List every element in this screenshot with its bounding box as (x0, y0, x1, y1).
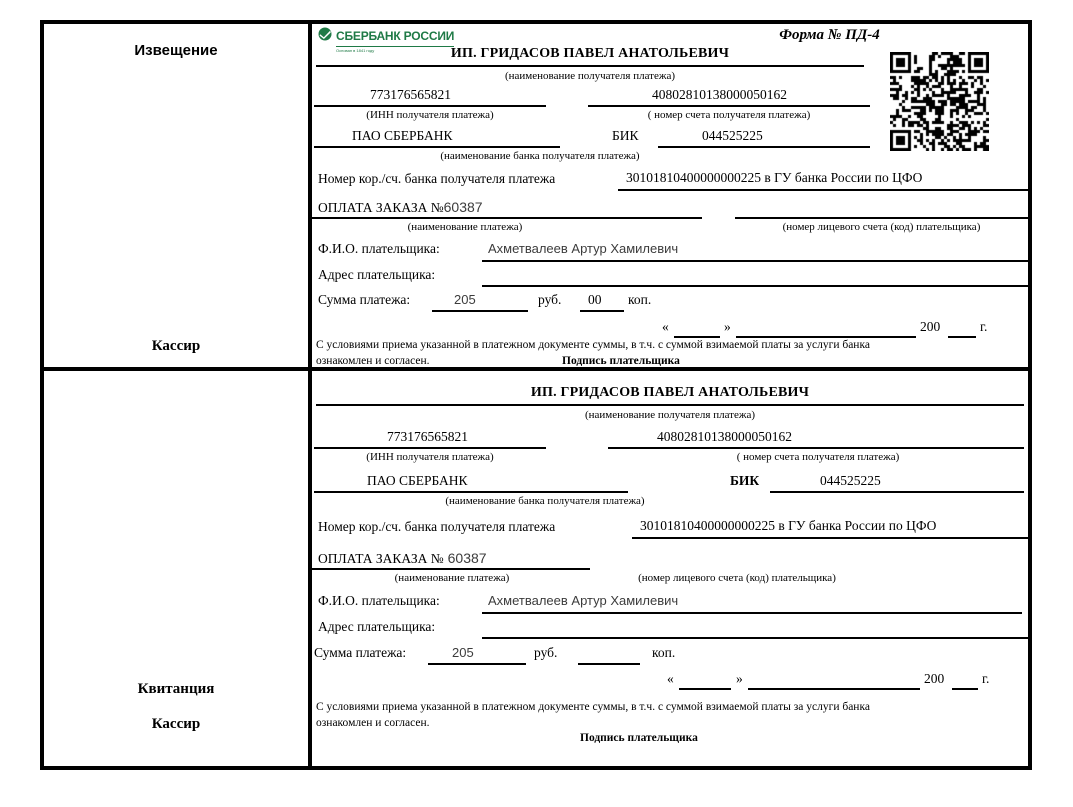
notice-form-body (312, 24, 1028, 371)
account-hint: ( номер счета получателя платежа) (736, 451, 900, 463)
form-number: Форма № ПД-4 (779, 27, 880, 43)
date-month-line (736, 336, 916, 338)
date-day-line (679, 688, 731, 690)
date-year-suffix: г. (982, 671, 990, 686)
date-year-line (948, 336, 976, 338)
inn-hint: (ИНН получателя платежа) (366, 109, 494, 121)
bank-name-value: ПАО СБЕРБАНК (367, 473, 468, 488)
inn-hint: (ИНН получателя платежа) (366, 451, 494, 463)
sum-kop-value: 00 (588, 292, 602, 307)
payment-hint: (наименование платежа) (394, 572, 510, 584)
account-line (608, 447, 1024, 449)
corr-account-value: 30101810400000000225 в ГУ банка России по ЦФО (640, 518, 937, 533)
personal-account-line (735, 217, 1028, 219)
inn-value: 773176565821 (387, 429, 468, 444)
date-day-line (674, 336, 720, 338)
corr-account-label: Номер кор./сч. банка получателя платежа (318, 171, 556, 186)
payer-signature-label: Подпись плательщика (580, 732, 698, 744)
inn-line (314, 105, 546, 107)
account-hint: ( номер счета получателя платежа) (647, 109, 811, 121)
date-month-line (748, 688, 920, 690)
date-year-prefix: 200 (924, 671, 945, 686)
payment-purpose (318, 550, 487, 568)
payment-purpose (318, 199, 483, 217)
corr-account-label: Номер кор./сч. банка получателя платежа (318, 519, 556, 534)
order-number: 60387 (447, 550, 487, 566)
payer-address-line (482, 637, 1028, 639)
date-quote-close: » (724, 319, 731, 334)
order-number: 60387 (443, 199, 483, 215)
date-year-suffix: г. (980, 319, 988, 334)
recipient-hint: (наименование получателя платежа) (584, 409, 756, 421)
payer-address-line (482, 285, 1028, 287)
recipient-name-line (316, 404, 1024, 406)
qr-code (890, 52, 989, 151)
agreement-line1: С условиями приема указанной в платежном документе суммы, в т.ч. с суммой взимаемой платы за услуги банка (316, 339, 870, 351)
sberbank-logo-icon (318, 27, 332, 41)
corr-account-line (632, 537, 1028, 539)
sum-rub-line (432, 310, 528, 312)
receipt-cashier-label: Кассир (151, 716, 201, 732)
inn-line (314, 447, 546, 449)
bik-line (770, 491, 1024, 493)
payer-address-label: Адрес плательщика: (318, 267, 436, 282)
payer-signature-label: Подпись плательщика (562, 355, 680, 367)
payment-hint: (наименование платежа) (407, 221, 523, 233)
inn-value: 773176565821 (370, 87, 451, 102)
bank-name-line (314, 491, 628, 493)
kop-label: коп. (628, 292, 652, 307)
bik-line (658, 146, 870, 148)
sum-rub-value: 205 (452, 645, 474, 660)
sum-kop-line (578, 663, 640, 665)
agreement-line1: С условиями приема указанной в платежном документе суммы, в т.ч. с суммой взимаемой платы за услуги банка (316, 701, 870, 713)
bik-label: БИК (612, 128, 639, 143)
purpose-line (312, 217, 702, 219)
personal-account-hint: (номер лицевого счета (код) плательщика) (638, 572, 836, 584)
bank-name-value: ПАО СБЕРБАНК (352, 128, 453, 143)
corr-account-line (618, 189, 1028, 191)
date-year-prefix: 200 (920, 319, 941, 334)
bank-name-line (314, 146, 560, 148)
rub-label: руб. (534, 645, 558, 660)
bik-value: 044525225 (702, 128, 763, 143)
payer-name-line (482, 260, 1028, 262)
notice-title: Извещение (134, 42, 218, 59)
bik-label: БИК (730, 473, 760, 488)
purpose-label: ОПЛАТА ЗАКАЗА № (318, 551, 444, 566)
payer-name-label: Ф.И.О. плательщика: (318, 241, 440, 256)
receipt-title: Квитанция (137, 681, 215, 697)
payer-name-label: Ф.И.О. плательщика: (318, 593, 440, 608)
sum-label: Сумма платежа: (314, 645, 407, 660)
date-quote-open: « (662, 319, 669, 334)
receipt-stub-column (44, 371, 312, 766)
bik-value: 044525225 (820, 473, 881, 488)
corr-account-value: 30101810400000000225 в ГУ банка России по ЦФО (626, 170, 923, 185)
notice-cashier-label: Кассир (151, 338, 201, 354)
payer-name-value: Ахметвалеев Артур Хамилевич (488, 241, 679, 256)
kop-label: коп. (652, 645, 676, 660)
agreement-line2: ознакомлен и согласен. (316, 717, 430, 729)
payer-name-line (482, 612, 1022, 614)
recipient-name: ИП. ГРИДАСОВ ПАВЕЛ АНАТОЛЬЕВИЧ (450, 46, 730, 61)
date-year-line (952, 688, 978, 690)
date-quote-close: » (736, 671, 743, 686)
sum-label: Сумма платежа: (318, 292, 411, 307)
sberbank-logo-subtext: Основан в 1841 году (336, 48, 375, 53)
account-value: 40802810138000050162 (652, 87, 787, 102)
sberbank-logo-text: СБЕРБАНК РОССИИ (336, 29, 455, 43)
purpose-label: ОПЛАТА ЗАКАЗА № (318, 200, 444, 215)
payer-name-value: Ахметвалеев Артур Хамилевич (488, 593, 679, 608)
personal-account-hint: (номер лицевого счета (код) плательщика) (782, 221, 981, 233)
date-quote-open: « (667, 671, 674, 686)
notice-stub-column (44, 24, 312, 371)
rub-label: руб. (538, 292, 562, 307)
payer-address-label: Адрес плательщика: (318, 619, 436, 634)
account-line (588, 105, 870, 107)
recipient-name-line (316, 65, 864, 67)
sum-rub-value: 205 (454, 292, 476, 307)
sum-kop-line (580, 310, 624, 312)
recipient-name: ИП. ГРИДАСОВ ПАВЕЛ АНАТОЛЬЕВИЧ (530, 385, 810, 400)
account-value: 40802810138000050162 (657, 429, 792, 444)
purpose-line (312, 568, 590, 570)
payment-form-pd4 (40, 20, 1032, 770)
receipt-form-body (312, 371, 1028, 766)
agreement-line2: ознакомлен и согласен. (316, 355, 430, 367)
bank-hint: (наименование банка получателя платежа) (440, 150, 640, 162)
sum-rub-line (428, 663, 526, 665)
bank-hint: (наименование банка получателя платежа) (445, 495, 645, 507)
recipient-hint: (наименование получателя платежа) (504, 70, 676, 82)
